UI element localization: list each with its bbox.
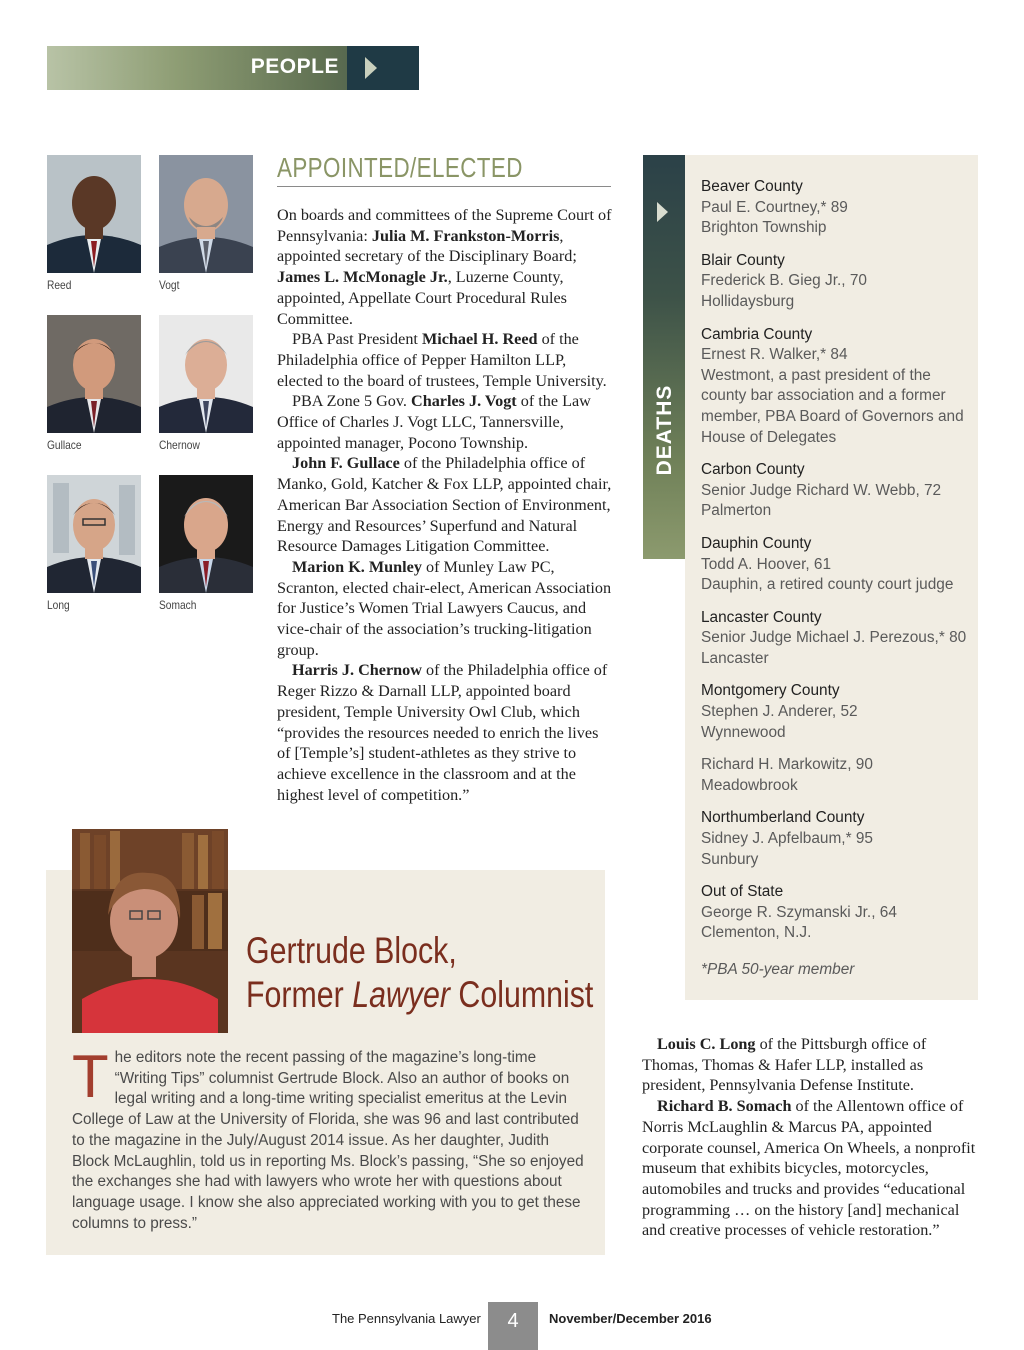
photo-vogt [159, 155, 253, 273]
paragraph: Harris J. Chernow of the Philadelphia office of Reger Rizzo & Darnall LLP, appointed board president, Temple University Owl Club, which “provides the resources needed to enrich the lives of [Temple’s] student-athletes as they strive to achieve excellence in the classroom and at the highest level of competition.” [277, 661, 608, 804]
photo-caption: Chernow [159, 438, 200, 452]
section-label: PEOPLE [250, 55, 339, 78]
deceased-detail: Wynnewood [701, 723, 786, 741]
county-name: Cambria County [701, 325, 813, 343]
deceased-name: Stephen J. Anderer, 52 [701, 703, 858, 721]
chevron-right-icon [365, 57, 377, 79]
deceased-name: Senior Judge Michael J. Perezous,* 80 [701, 629, 967, 647]
deceased-name: Todd A. Hoover, 61 [701, 555, 832, 573]
appointed-continued [642, 1034, 976, 1241]
appointed-heading: APPOINTED/ELECTED [277, 152, 523, 183]
deceased-detail: Hollidaysburg [701, 292, 795, 310]
photo-gullace [47, 315, 141, 433]
memorial-title [246, 929, 593, 1017]
paragraph: PBA Past President Michael H. Reed of the Philadelphia office of Pepper Hamilton LLP, elected to the board of trustees, Temple University. [277, 330, 607, 390]
paragraph: Marion K. Munley of Munley Law PC, Scranton, elected chair-elect, American Association for Justice’s Women Trial Lawyers Caucus, and vice-chair of the association’s trucking-litigation group. [277, 557, 612, 659]
deceased-name: Paul E. Courtney,* 89 [701, 198, 848, 216]
memorial-title-line1: Gertrude Block, [246, 930, 457, 971]
paragraph: PBA Zone 5 Gov. Charles J. Vogt of the Law Office of Charles J. Vogt LLC, Tannersville, appointed manager, Pocono Township. [277, 392, 591, 452]
photo-gertrude-block [72, 829, 228, 1033]
photo-caption: Gullace [47, 438, 82, 452]
memorial-body: he editors note the recent passing of the magazine’s long-time “Writing Tips” columnist Gertrude Block. Also an author of books on legal writing and a long-time writing specialist emeritus at the Levin College of Law at the University of Florida, she was 96 and last contributed to the magazine in the July/August 2014 issue. As her daughter, Judith Block McLaughlin, told us in reporting Ms. Block’s passing, “She so enjoyed the exchanges she had with lawyers who wrote her with questions about language usage. I know she also appreciated working with you to get these columns to press.” [72, 1049, 584, 1232]
photo-reed [47, 155, 141, 273]
paragraph: On boards and committees of the Supreme Court of Pennsylvania: Julia M. Frankston-Morris, appointed secretary of the Disciplinary Board; James L. McMonagle Jr., Luzerne County, appointed, Appellate Court Procedural Rules Committee. [277, 206, 612, 328]
death-entry [701, 251, 973, 313]
deceased-detail: Brighton Township [701, 219, 827, 237]
deceased-detail: Lancaster [701, 649, 769, 667]
county-name: Lancaster County [701, 608, 822, 626]
paragraph: Louis C. Long of the Pittsburgh office of Thomas, Thomas & Hafer LLP, installed as president, Pennsylvania Defense Institute. [642, 1035, 927, 1095]
drop-cap: T [72, 1043, 109, 1110]
death-entry [701, 681, 973, 743]
photo-caption: Vogt [159, 278, 180, 292]
photo-caption: Reed [47, 278, 72, 292]
photo-somach [159, 475, 253, 593]
death-entry [701, 534, 973, 596]
county-name: Montgomery County [701, 682, 840, 700]
county-name: Northumberland County [701, 809, 865, 827]
deceased-detail: Westmont, a past president of the county bar association and a former member, PBA Board of Governors and House of Delegates [701, 366, 964, 446]
deceased-detail: Clementon, N.J. [701, 924, 812, 942]
death-entry [701, 808, 973, 870]
deaths-footnote: *PBA 50-year member [701, 961, 855, 978]
death-entry [701, 460, 973, 522]
paragraph: John F. Gullace of the Philadelphia office of Manko, Gold, Katcher & Fox LLP, appointed chair, American Bar Association Section of Environment, Energy and Resources’ Superfund and Natural Resource Damages Litigation Committee. [277, 454, 612, 556]
death-entry [701, 882, 973, 944]
deceased-name: Frederick B. Gieg Jr., 70 [701, 272, 867, 290]
death-entry [701, 325, 973, 449]
photo-long [47, 475, 141, 593]
paragraph: Richard B. Somach of the Allentown office of Norris McLaughlin & Marcus PA, appointed corporate counsel, America On Wheels, a nonprofit museum that exhibits bicycles, motorcycles, automobiles and trucks and provides “educational programming … on the history [and] mechanical and creative processes of vehicle restoration.” [642, 1097, 976, 1240]
photo-caption: Long [47, 598, 70, 612]
county-name: Out of State [701, 883, 784, 901]
deaths-label: DEATHS [653, 384, 676, 476]
deceased-name: Senior Judge Richard W. Webb, 72 [701, 481, 942, 499]
photo-chernow [159, 315, 253, 433]
death-entry [701, 755, 973, 796]
footer-issue: November/December 2016 [549, 1311, 712, 1326]
county-name: Dauphin County [701, 534, 812, 552]
deceased-detail: Palmerton [701, 502, 772, 520]
deaths-list [701, 177, 973, 981]
deaths-tab [643, 155, 685, 559]
deceased-name: Sidney J. Apfelbaum,* 95 [701, 830, 873, 848]
memorial-title-line2: Former Lawyer Columnist [246, 974, 594, 1015]
chevron-right-icon [657, 202, 668, 222]
appointed-article [277, 205, 613, 805]
deceased-name: Richard H. Markowitz, 90 [701, 756, 873, 774]
county-name: Carbon County [701, 461, 805, 479]
deceased-detail: Dauphin, a retired county court judge [701, 576, 954, 594]
section-arrow-box [347, 46, 419, 90]
memorial-text [72, 1043, 584, 1234]
deceased-name: George R. Szymanski Jr., 64 [701, 903, 897, 921]
section-header-bar [47, 46, 419, 90]
death-entry [701, 177, 973, 239]
deceased-detail: Sunbury [701, 850, 759, 868]
deceased-name: Ernest R. Walker,* 84 [701, 346, 848, 364]
heading-divider [277, 186, 611, 187]
death-entry [701, 608, 973, 670]
county-name: Beaver County [701, 178, 803, 195]
page-number: 4 [488, 1302, 538, 1350]
photo-caption: Somach [159, 598, 197, 612]
footer-publication: The Pennsylvania Lawyer [332, 1311, 481, 1326]
deceased-detail: Meadowbrook [701, 776, 798, 794]
county-name: Blair County [701, 251, 785, 269]
